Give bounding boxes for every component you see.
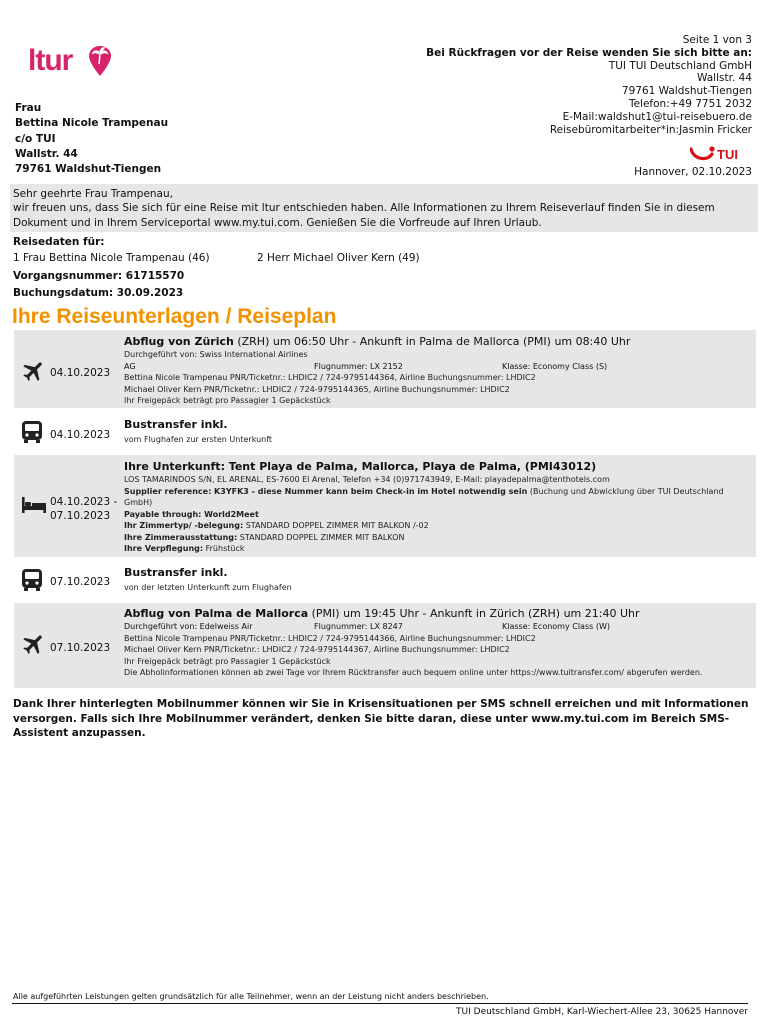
supplier-note: (Buchung und Abwicklung über TUI Deutschland GmbH)	[124, 486, 724, 507]
ltur-logo-text: ltur	[28, 44, 73, 77]
payable-through: Payable through: World2Meet	[124, 509, 259, 519]
recipient-address	[15, 101, 168, 177]
address-name: Bettina Nicole Trampenau	[15, 117, 169, 130]
itinerary-accommodation	[14, 455, 756, 557]
flight-passenger-1: Bettina Nicole Trampenau PNR/Ticketnr.: LHDIC2 / 724-9795144366, Airline Buchungsnummer: LHDIC2	[124, 633, 536, 643]
flight-class: Klasse: Economy Class (S)	[502, 361, 608, 371]
supplier-reference: Supplier reference: K3YFK3 - diese Nummer kann beim Check-in im Hotel notwendig sein	[124, 486, 528, 496]
flight-date: 07.10.2023	[50, 642, 111, 654]
board-value: Frühstück	[203, 544, 245, 553]
airplane-icon	[21, 631, 47, 657]
flight-operator: Durchgeführt von: Edelweiss Air	[124, 622, 253, 631]
traveler-2: 2 Herr Michael Oliver Kern (49)	[257, 252, 420, 264]
transfer-info: Die Abholinformationen können ab zwei Tage vor Ihrem Rücktransfer auch bequem online unter https://www.tuitransfer.com/ abgerufen werden.	[124, 668, 703, 677]
transfer-title: Bustransfer inkl.	[124, 566, 228, 579]
footer-company: TUI Deutschland GmbH, Karl-Wiechert-Allee 23, 30625 Hannover	[456, 1007, 748, 1017]
ltur-logo	[28, 44, 118, 84]
letter-date: Hannover, 02.10.2023	[634, 166, 752, 178]
itinerary-flight-outbound	[14, 330, 756, 408]
bus-icon	[21, 568, 43, 592]
palm-pin-icon	[88, 44, 112, 78]
flight-number: Flugnummer: LX 8247	[314, 622, 403, 631]
section-title: Ihre Reiseunterlagen / Reiseplan	[12, 305, 337, 328]
itinerary-bus-transfer-in	[14, 412, 756, 452]
footer-divider	[12, 1003, 748, 1004]
airplane-icon	[21, 358, 47, 384]
flight-baggage: Ihr Freigepäck beträgt pro Passagier 1 Gepäckstück	[124, 396, 331, 405]
transfer-date: 04.10.2023	[50, 429, 111, 441]
flight-operator: Durchgeführt von: Swiss International Airlines	[124, 350, 308, 359]
room-equipment-value: STANDARD DOPPEL ZIMMER MIT BALKON	[237, 532, 405, 542]
itinerary-bus-transfer-out	[14, 560, 756, 600]
booking-date: Buchungsdatum: 30.09.2023	[13, 287, 184, 299]
contact-street: Wallstr. 44	[697, 72, 752, 85]
flight-operator-cont: AG	[124, 361, 136, 371]
bed-icon	[21, 495, 47, 515]
stay-date-to: 07.10.2023	[50, 510, 111, 522]
contact-agent: Reisebüromitarbeiter*in:Jasmin Fricker	[549, 123, 752, 136]
contact-city: 79761 Waldshut-Tiengen	[621, 85, 752, 98]
flight-passenger-2: Michael Oliver Kern PNR/Ticketnr.: LHDIC2 / 724-9795144367, Airline Buchungsnummer: LHDIC2	[124, 645, 510, 654]
address-salutation: Frau	[15, 102, 42, 114]
contact-block	[422, 34, 752, 136]
flight-class: Klasse: Economy Class (W)	[502, 622, 610, 631]
flight-passenger-1: Bettina Nicole Trampenau PNR/Ticketnr.: LHDIC2 / 724-9795144364, Airline Buchungsnummer: LHDIC2	[124, 373, 536, 382]
transfer-description: vom Flughafen zur ersten Unterkunft	[124, 435, 273, 444]
address-street: Wallstr. 44	[15, 147, 78, 160]
contact-header: Bei Rückfragen vor der Reise wenden Sie sich bitte an:	[426, 46, 752, 59]
contact-phone: Telefon:+49 7751 2032	[628, 97, 752, 110]
room-equipment-label: Ihre Zimmerausstattung:	[124, 532, 238, 542]
flight-date: 04.10.2023	[50, 367, 111, 379]
stay-date-from: 04.10.2023 -	[50, 496, 118, 508]
tui-smile-icon	[690, 146, 716, 162]
flight-number: Flugnummer: LX 2152	[314, 361, 403, 371]
sms-notice: Dank Ihrer hinterlegten Mobilnummer können wir Sie in Krisensituationen per SMS schnell erreichen und mit Informationen versorgen. Falls sich Ihre Mobilnummer verändert, denken Sie bitte daran, diese unter www.my.tui.com im Bereich SMS-Assistent anzupassen.	[13, 698, 749, 739]
bus-icon	[21, 420, 43, 444]
flight-passenger-2: Michael Oliver Kern PNR/Ticketnr.: LHDIC2 / 724-9795144365, Airline Buchungsnummer: LHDIC2	[124, 384, 510, 394]
traveler-1: 1 Frau Bettina Nicole Trampenau (46)	[13, 252, 210, 264]
travel-data-label: Reisedaten für:	[13, 236, 105, 248]
address-city: 79761 Waldshut-Tiengen	[15, 163, 162, 176]
contact-company: TUI TUI Deutschland GmbH	[608, 59, 752, 72]
transfer-title: Bustransfer inkl.	[124, 418, 228, 431]
hotel-title: Ihre Unterkunft: Tent Playa de Palma, Mallorca, Playa de Palma, (PMI43012)	[124, 460, 597, 473]
tui-logo-text: TUI	[717, 147, 738, 162]
process-number: Vorgangsnummer: 61715570	[13, 270, 185, 282]
greeting-box	[10, 184, 758, 232]
transfer-description: von der letzten Unterkunft zum Flughafen	[124, 583, 292, 592]
contact-email: E-Mail:waldshut1@tui-reisebuero.de	[562, 110, 752, 123]
board-label: Ihre Verpflegung:	[124, 544, 204, 553]
hotel-address: LOS TAMARINDOS S/N, EL ARENAL, ES-7600 El Arenal, Telefon +34 (0)971743949, E-Mail: playadepalma@tenthotels.com	[124, 475, 610, 484]
itinerary-flight-return	[14, 603, 756, 688]
flight-title-bold: Abflug von Zürich	[124, 335, 234, 348]
address-co: c/o TUI	[15, 132, 56, 145]
room-type-label: Ihr Zimmertyp/ -belegung:	[124, 521, 244, 530]
greeting-salutation: Sehr geehrte Frau Trampenau,	[13, 188, 173, 200]
tui-logo	[690, 146, 750, 162]
flight-baggage: Ihr Freigepäck beträgt pro Passagier 1 Gepäckstück	[124, 656, 331, 666]
page-number: Seite 1 von 3	[682, 34, 752, 46]
flight-title-bold: Abflug von Palma de Mallorca	[124, 607, 309, 620]
greeting-text: wir freuen uns, dass Sie sich für eine Reise mit ltur entschieden haben. Alle Informationen zu Ihrem Reiseverlauf finden Sie in diesem Dokument und in Ihrem Serviceportal www.my.tui.com. Genießen Sie die Vorfreude auf Ihren Urlaub.	[13, 202, 715, 229]
flight-title-rest: (PMI) um 19:45 Uhr - Ankunft in Zürich (ZRH) um 21:40 Uhr	[308, 607, 640, 620]
room-type-value: STANDARD DOPPEL ZIMMER MIT BALKON /-02	[243, 521, 429, 530]
transfer-date: 07.10.2023	[50, 576, 111, 588]
flight-title-rest: (ZRH) um 06:50 Uhr - Ankunft in Palma de Mallorca (PMI) um 08:40 Uhr	[233, 335, 631, 348]
footnote: Alle aufgeführten Leistungen gelten grundsätzlich für alle Teilnehmer, wenn an der Leistung nicht anders beschrieben.	[13, 992, 489, 1001]
